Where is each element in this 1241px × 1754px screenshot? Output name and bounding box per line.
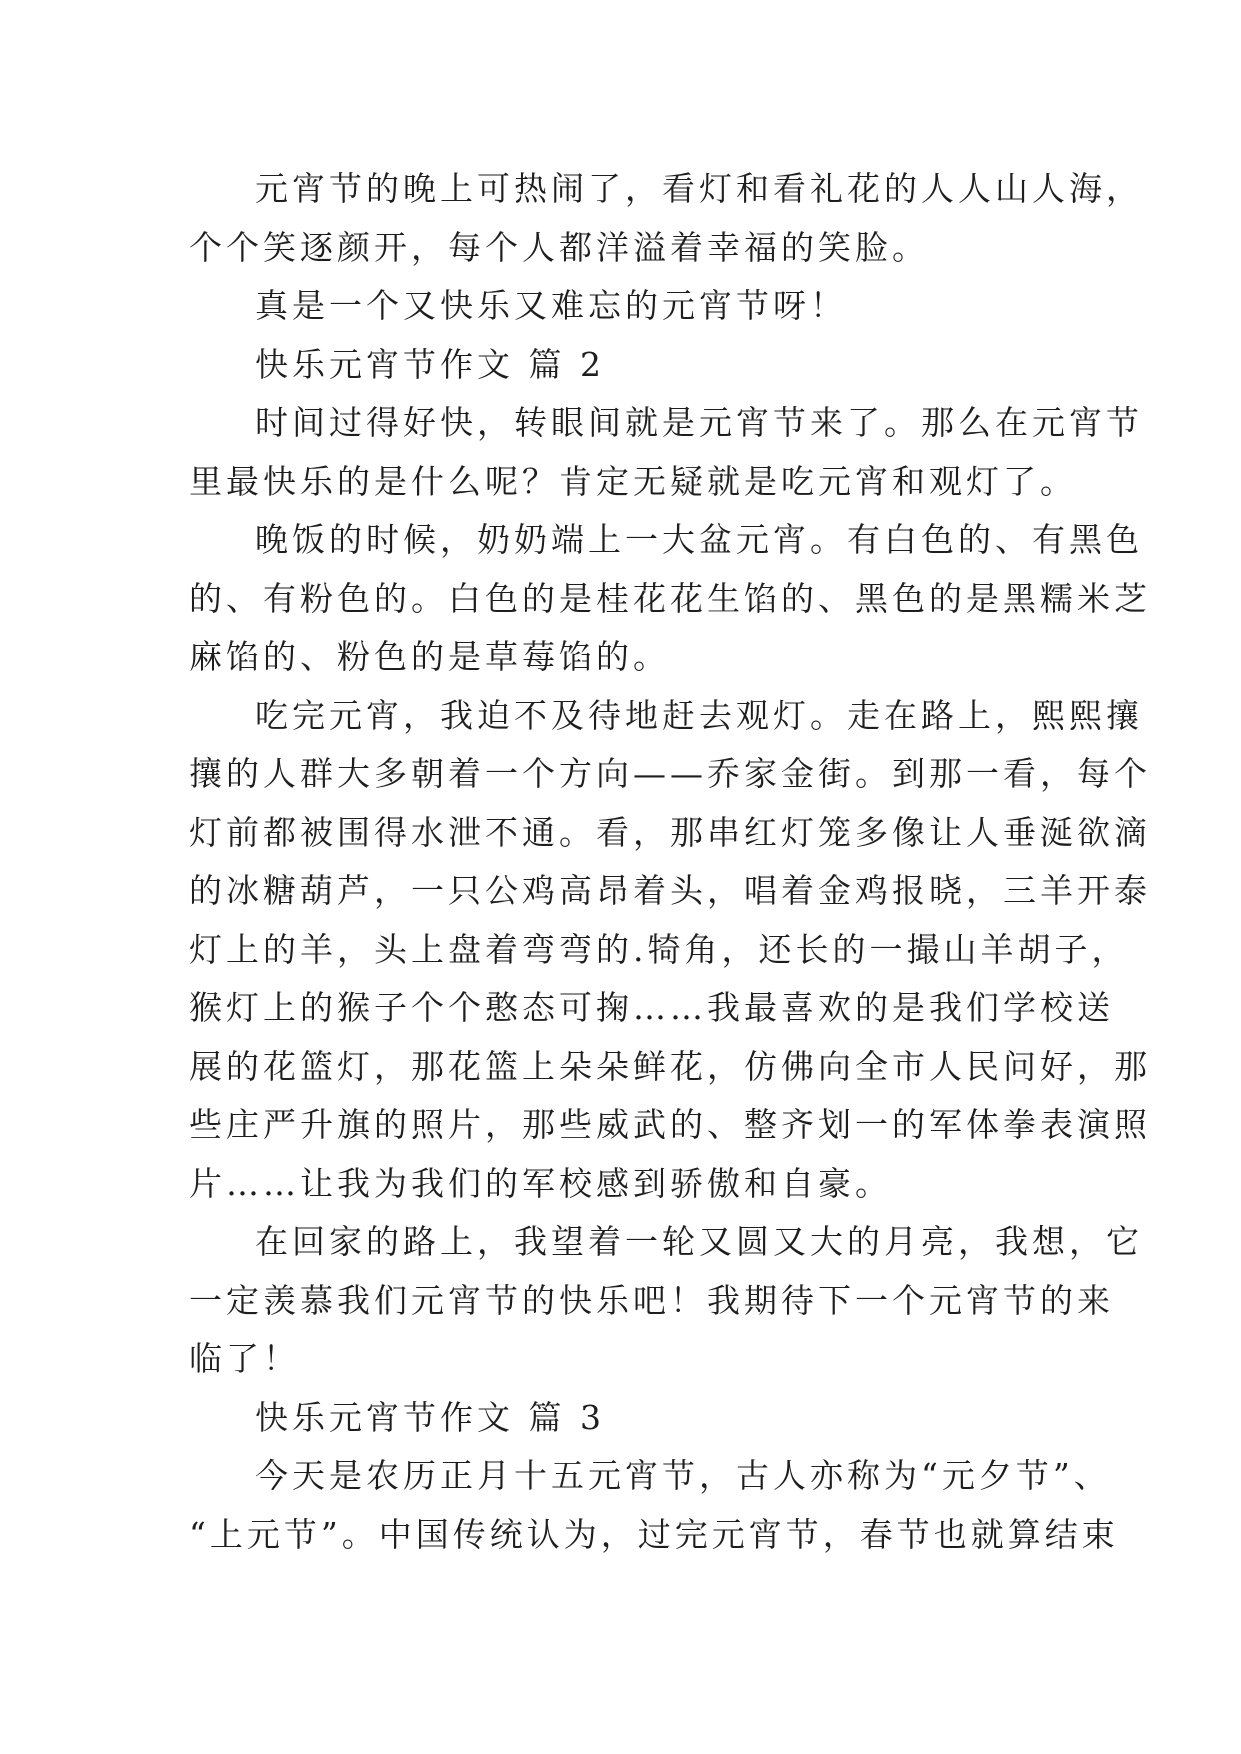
text-line: 真是一个又快乐又难忘的元宵节呀！ [255, 286, 847, 325]
text-line: 攘的人群大多朝着一个方向——乔家金街。到那一看，每个 [189, 754, 1151, 793]
text-line: 元宵节的晚上可热闹了，看灯和看礼花的人人山人海， [255, 169, 1143, 208]
text-line: 个个笑逐颜开，每个人都洋溢着幸福的笑脸。 [189, 227, 929, 267]
text-line: 片……让我为我们的军校感到骄傲和自豪。 [189, 1163, 892, 1203]
text-line: 些庄严升旗的照片，那些威武的、整齐划一的军体拳表演照 [189, 1105, 1151, 1144]
text-line: 灯前都被围得水泄不通。看，那串红灯笼多像让人垂涎欲滴 [189, 812, 1151, 852]
text-line: 今天是农历正月十五元宵节，古人亦称为“元夕节”、 [255, 1456, 1111, 1495]
text-line: 的、有粉色的。白色的是桂花花生馅的、黑色的是黑糯米芝 [189, 578, 1151, 618]
text-line: 吃完元宵，我迫不及待地赶去观灯。走在路上，熙熙攘 [255, 695, 1143, 735]
text-line: “上元节”。中国传统认为，过完元宵节，春节也就算结束 [189, 1514, 1119, 1554]
text-line: 的冰糖葫芦，一只公鸡高昂着头，唱着金鸡报晓，三羊开泰 [189, 871, 1151, 910]
section-heading: 快乐元宵节作文 篇 3 [255, 1397, 605, 1437]
text-line: 时间过得好快，转眼间就是元宵节来了。那么在元宵节 [255, 403, 1143, 442]
text-line: 晚饭的时候，奶奶端上一大盆元宵。有白色的、有黑色 [255, 520, 1143, 559]
document-body [189, 160, 1151, 1564]
text-line: 麻馅的、粉色的是草莓馅的。 [189, 637, 670, 676]
text-line: 猴灯上的猴子个个憨态可掬……我最喜欢的是我们学校送 [189, 988, 1114, 1027]
text-line: 一定羡慕我们元宵节的快乐吧！我期待下一个元宵节的来 [189, 1280, 1114, 1320]
section-heading: 快乐元宵节作文 篇 2 [255, 344, 605, 384]
text-line: 里最快乐的是什么呢？肯定无疑就是吃元宵和观灯了。 [189, 461, 1077, 501]
text-line: 展的花篮灯，那花篮上朵朵鲜花，仿佛向全市人民问好，那 [189, 1046, 1151, 1086]
text-line: 临了！ [189, 1339, 300, 1378]
text-line: 在回家的路上，我望着一轮又圆又大的月亮，我想，它 [255, 1222, 1143, 1261]
text-line: 灯上的羊，头上盘着弯弯的.犄角，还长的一撮山羊胡子， [189, 929, 1129, 969]
